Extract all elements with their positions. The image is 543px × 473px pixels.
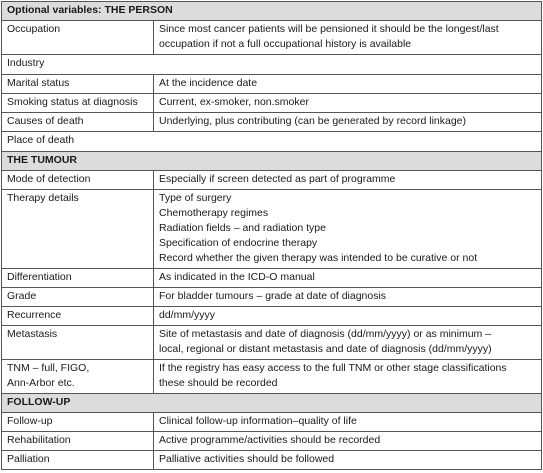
section-header-tumour xyxy=(2,152,542,171)
row-value xyxy=(154,21,542,55)
table-row-smoking-status xyxy=(2,94,542,113)
row-label: Metastasis xyxy=(2,326,154,360)
section-title: THE TUMOUR xyxy=(2,152,542,171)
table-row-differentiation xyxy=(2,269,542,288)
value-line: occupation if not a full occupational history is available xyxy=(159,38,412,50)
row-label xyxy=(2,360,154,394)
row-label: Causes of death xyxy=(2,113,154,132)
value-line: Specification of endocrine therapy xyxy=(159,237,318,249)
row-label: Marital status xyxy=(2,75,154,94)
row-label: Smoking status at diagnosis xyxy=(2,94,154,113)
row-value: Active programme/activities should be recorded xyxy=(154,432,542,451)
table-row-grade xyxy=(2,288,542,307)
row-value: Underlying, plus contributing (can be generated by record linkage) xyxy=(154,113,542,132)
value-line: these should be recorded xyxy=(159,377,278,389)
row-value: Current, ex-smoker, non.smoker xyxy=(154,94,542,113)
row-label: Mode of detection xyxy=(2,171,154,190)
table-row-mode-of-detection xyxy=(2,171,542,190)
row-label: Follow-up xyxy=(2,413,154,432)
table-row-marital-status xyxy=(2,75,542,94)
table-row-follow-up xyxy=(2,413,542,432)
table-row-causes-of-death xyxy=(2,113,542,132)
table-row-therapy-details xyxy=(2,190,542,269)
section-title: FOLLOW-UP xyxy=(2,394,542,413)
row-value: As indicated in the ICD-O manual xyxy=(154,269,542,288)
section-title: Optional variables: THE PERSON xyxy=(2,2,542,21)
value-line: Radiation fields – and radiation type xyxy=(159,222,326,234)
row-label: Recurrence xyxy=(2,307,154,326)
row-value xyxy=(154,360,542,394)
section-header-person xyxy=(2,2,542,21)
row-value xyxy=(154,190,542,269)
row-value: At the incidence date xyxy=(154,75,542,94)
optional-variables-table xyxy=(1,1,542,470)
row-label: Place of death xyxy=(2,132,542,152)
row-value: For bladder tumours – grade at date of diagnosis xyxy=(154,288,542,307)
row-label: Industry xyxy=(2,55,542,75)
table-row-recurrence xyxy=(2,307,542,326)
value-line: If the registry has easy access to the full TNM or other stage classifications xyxy=(159,362,507,374)
row-label: Occupation xyxy=(2,21,154,55)
row-label: Differentiation xyxy=(2,269,154,288)
row-label: Palliation xyxy=(2,451,154,470)
label-line: Ann-Arbor etc. xyxy=(7,377,75,389)
table-row-industry xyxy=(2,55,542,75)
row-label: Grade xyxy=(2,288,154,307)
table-row-rehabilitation xyxy=(2,432,542,451)
table-row-palliation xyxy=(2,451,542,470)
table-row-occupation xyxy=(2,21,542,55)
row-label: Therapy details xyxy=(2,190,154,269)
table-row-tnm xyxy=(2,360,542,394)
row-label: Rehabilitation xyxy=(2,432,154,451)
table-row-metastasis xyxy=(2,326,542,360)
row-value: Clinical follow-up information–quality of life xyxy=(154,413,542,432)
value-line: Site of metastasis and date of diagnosis (dd/mm/yyyy) or as minimum – xyxy=(159,328,492,340)
table-row-place-of-death xyxy=(2,132,542,152)
value-line: Type of surgery xyxy=(159,192,232,204)
row-value: dd/mm/yyyy xyxy=(154,307,542,326)
section-header-follow-up xyxy=(2,394,542,413)
value-line: Record whether the given therapy was intended to be curative or not xyxy=(159,252,478,264)
row-value xyxy=(154,326,542,360)
row-value: Palliative activities should be followed xyxy=(154,451,542,470)
value-line: local, regional or distant metastasis and date of diagnosis (dd/mm/yyyy) xyxy=(159,343,492,355)
label-line: TNM – full, FIGO, xyxy=(7,362,90,374)
value-line: Since most cancer patients will be pensioned it should be the longest/last xyxy=(159,23,499,35)
value-line: Chemotherapy regimes xyxy=(159,207,269,219)
row-value: Especially if screen detected as part of programme xyxy=(154,171,542,190)
